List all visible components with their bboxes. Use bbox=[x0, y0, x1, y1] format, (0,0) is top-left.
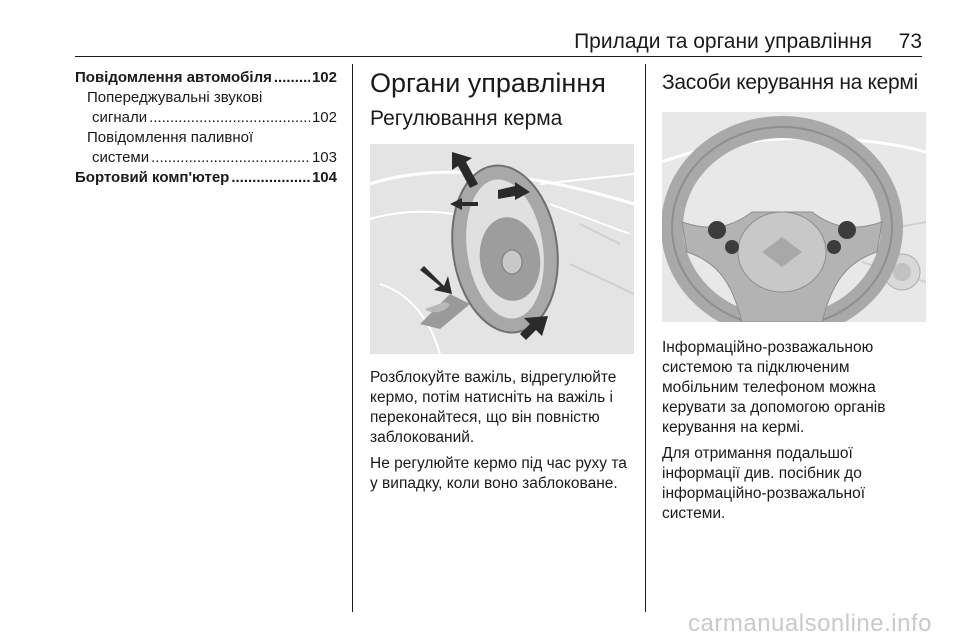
steering-wheel-controls-section bbox=[662, 66, 928, 524]
paragraph-line: інформації див. посібник до bbox=[662, 465, 862, 482]
paragraph-line: Інформаційно-розважальною bbox=[662, 339, 874, 356]
controls-description-paragraph bbox=[662, 338, 928, 438]
toc-leader-dots bbox=[149, 108, 310, 128]
paragraph-line: переконайтеся, що він повністю bbox=[370, 409, 600, 426]
toc-entry-warning-chimes-cont[interactable] bbox=[75, 108, 337, 128]
paragraph-line: Для отримання подальшої bbox=[662, 445, 853, 462]
toc-entry-label: Повідомлення паливної bbox=[87, 129, 254, 146]
toc-entry-label: Попереджувальні звукові bbox=[87, 89, 263, 106]
paragraph-line: Не регулюйте кермо під час руху та bbox=[370, 455, 627, 472]
paragraph-line: інформаційно-розважальної bbox=[662, 485, 866, 502]
steering-adjustment-drawing bbox=[370, 144, 634, 354]
toc-entry-label: системи bbox=[92, 149, 150, 166]
toc-entry-label: сигнали bbox=[92, 109, 148, 126]
table-of-contents bbox=[75, 68, 337, 188]
toc-entry-page: 102 bbox=[311, 109, 337, 126]
paragraph-line: системи. bbox=[662, 505, 726, 522]
steering-adjustment-illustration bbox=[370, 144, 634, 354]
paragraph-line: системою та підключеним bbox=[662, 359, 850, 376]
toc-entry-fuel-messages-cont[interactable] bbox=[75, 148, 337, 168]
section-heading: Органи управління bbox=[370, 68, 606, 98]
paragraph-line: керування на кермі. bbox=[662, 419, 805, 436]
header-divider bbox=[75, 56, 922, 57]
toc-entry-label: Повідомлення автомобіля bbox=[75, 69, 272, 86]
paragraph-line: заблокований. bbox=[370, 429, 475, 446]
section-heading: Засоби керування на кермі bbox=[662, 71, 918, 94]
steering-wheel-drawing bbox=[662, 112, 926, 322]
site-watermark: carmanualsonline.info bbox=[688, 610, 932, 637]
toc-leader-dots bbox=[274, 68, 310, 88]
toc-entry-warning-chimes[interactable] bbox=[75, 88, 337, 108]
column-divider-left bbox=[352, 64, 353, 612]
toc-entry-page: 102 bbox=[311, 69, 337, 86]
page-number: 73 bbox=[898, 30, 922, 53]
toc-leader-dots bbox=[151, 148, 310, 168]
toc-entry-onboard-computer[interactable] bbox=[75, 168, 337, 188]
column-divider-right bbox=[645, 64, 646, 612]
controls-reference-paragraph bbox=[662, 444, 928, 524]
toc-entry-page: 104 bbox=[311, 169, 337, 186]
paragraph-line: кермо, потім натисніть на важіль і bbox=[370, 389, 613, 406]
page-header-title: Прилади та органи управління bbox=[574, 30, 872, 53]
steering-wheel-controls-illustration bbox=[662, 112, 926, 322]
adjustment-instruction-paragraph bbox=[370, 368, 634, 448]
paragraph-line: керувати за допомогою органів bbox=[662, 399, 886, 416]
steering-adjustment-section bbox=[370, 66, 634, 494]
toc-entry-label: Бортовий комп'ютер bbox=[75, 169, 230, 186]
paragraph-line: у випадку, коли воно заблоковане. bbox=[370, 475, 618, 492]
adjustment-warning-paragraph bbox=[370, 454, 634, 494]
toc-entry-vehicle-messages[interactable] bbox=[75, 68, 337, 88]
toc-leader-dots bbox=[231, 168, 310, 188]
toc-entry-fuel-messages[interactable] bbox=[75, 128, 337, 148]
subsection-heading: Регулювання керма bbox=[370, 107, 563, 130]
paragraph-line: мобільним телефоном можна bbox=[662, 379, 876, 396]
paragraph-line: Розблокуйте важіль, відрегулюйте bbox=[370, 369, 617, 386]
toc-entry-page: 103 bbox=[311, 149, 337, 166]
